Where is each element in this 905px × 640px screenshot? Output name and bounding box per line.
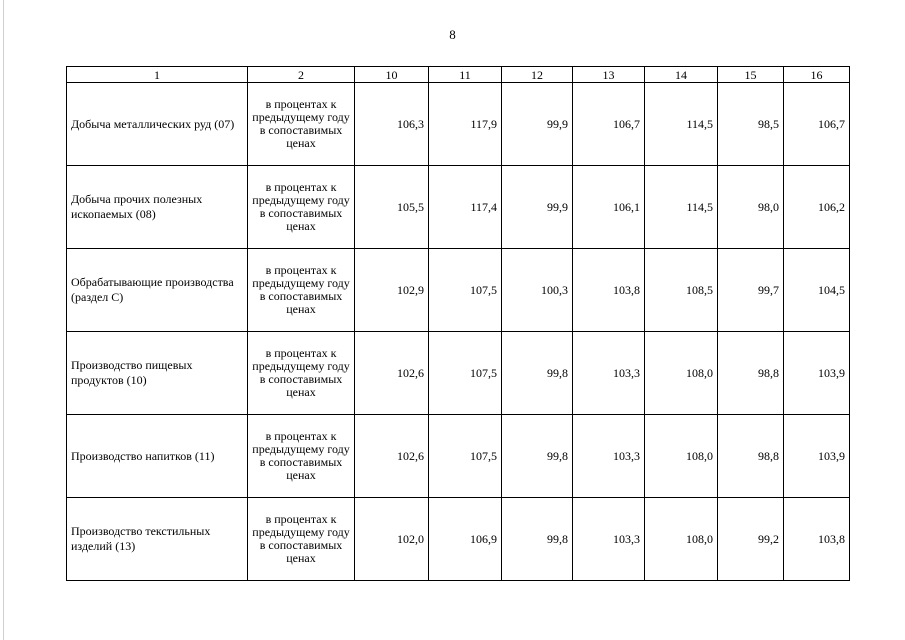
value-cell: 108,0 <box>645 498 718 581</box>
column-header: 14 <box>645 67 718 83</box>
value-cell: 98,8 <box>718 415 784 498</box>
value-cell: 99,8 <box>502 332 573 415</box>
value-cell: 99,7 <box>718 249 784 332</box>
column-header: 2 <box>248 67 355 83</box>
unit-description: в процентах к предыдущему году в сопоставимых ценах <box>248 415 355 498</box>
column-header: 16 <box>784 67 850 83</box>
value-cell: 99,8 <box>502 498 573 581</box>
value-cell: 108,5 <box>645 249 718 332</box>
value-cell: 106,7 <box>784 83 850 166</box>
table-row <box>67 498 850 581</box>
value-cell: 98,5 <box>718 83 784 166</box>
unit-description: в процентах к предыдущему году в сопоставимых ценах <box>248 498 355 581</box>
value-cell: 102,0 <box>355 498 429 581</box>
table-row <box>67 249 850 332</box>
value-cell: 99,2 <box>718 498 784 581</box>
unit-description: в процентах к предыдущему году в сопоставимых ценах <box>248 83 355 166</box>
value-cell: 107,5 <box>429 249 502 332</box>
table-row <box>67 83 850 166</box>
industry-name: Производство текстильных изделий (13) <box>67 498 248 581</box>
value-cell: 114,5 <box>645 83 718 166</box>
value-cell: 108,0 <box>645 332 718 415</box>
column-header: 1 <box>67 67 248 83</box>
column-header: 12 <box>502 67 573 83</box>
value-cell: 117,4 <box>429 166 502 249</box>
value-cell: 99,9 <box>502 83 573 166</box>
value-cell: 99,9 <box>502 166 573 249</box>
table-row <box>67 166 850 249</box>
industry-name: Производство пищевых продуктов (10) <box>67 332 248 415</box>
unit-description: в процентах к предыдущему году в сопоставимых ценах <box>248 249 355 332</box>
value-cell: 106,2 <box>784 166 850 249</box>
column-header: 11 <box>429 67 502 83</box>
header-row <box>67 67 850 83</box>
page-edge-line <box>3 0 4 640</box>
data-table <box>66 66 850 581</box>
value-cell: 102,6 <box>355 415 429 498</box>
table-row <box>67 415 850 498</box>
industry-name: Производство напитков (11) <box>67 415 248 498</box>
value-cell: 117,9 <box>429 83 502 166</box>
value-cell: 100,3 <box>502 249 573 332</box>
value-cell: 106,1 <box>573 166 645 249</box>
column-header: 10 <box>355 67 429 83</box>
value-cell: 103,3 <box>573 415 645 498</box>
value-cell: 104,5 <box>784 249 850 332</box>
value-cell: 103,8 <box>573 249 645 332</box>
value-cell: 105,5 <box>355 166 429 249</box>
value-cell: 98,8 <box>718 332 784 415</box>
value-cell: 102,9 <box>355 249 429 332</box>
value-cell: 106,3 <box>355 83 429 166</box>
value-cell: 98,0 <box>718 166 784 249</box>
unit-description: в процентах к предыдущему году в сопоставимых ценах <box>248 166 355 249</box>
value-cell: 114,5 <box>645 166 718 249</box>
value-cell: 103,9 <box>784 332 850 415</box>
value-cell: 103,9 <box>784 415 850 498</box>
table-row <box>67 332 850 415</box>
value-cell: 99,8 <box>502 415 573 498</box>
industry-name: Обрабатывающие производства (раздел C) <box>67 249 248 332</box>
industry-name: Добыча прочих полезных ископаемых (08) <box>67 166 248 249</box>
value-cell: 108,0 <box>645 415 718 498</box>
value-cell: 103,8 <box>784 498 850 581</box>
page-number: 8 <box>449 27 456 42</box>
value-cell: 106,7 <box>573 83 645 166</box>
value-cell: 107,5 <box>429 332 502 415</box>
column-header: 13 <box>573 67 645 83</box>
column-header: 15 <box>718 67 784 83</box>
unit-description: в процентах к предыдущему году в сопоставимых ценах <box>248 332 355 415</box>
value-cell: 107,5 <box>429 415 502 498</box>
industry-name: Добыча металлических руд (07) <box>67 83 248 166</box>
value-cell: 106,9 <box>429 498 502 581</box>
value-cell: 102,6 <box>355 332 429 415</box>
value-cell: 103,3 <box>573 332 645 415</box>
value-cell: 103,3 <box>573 498 645 581</box>
